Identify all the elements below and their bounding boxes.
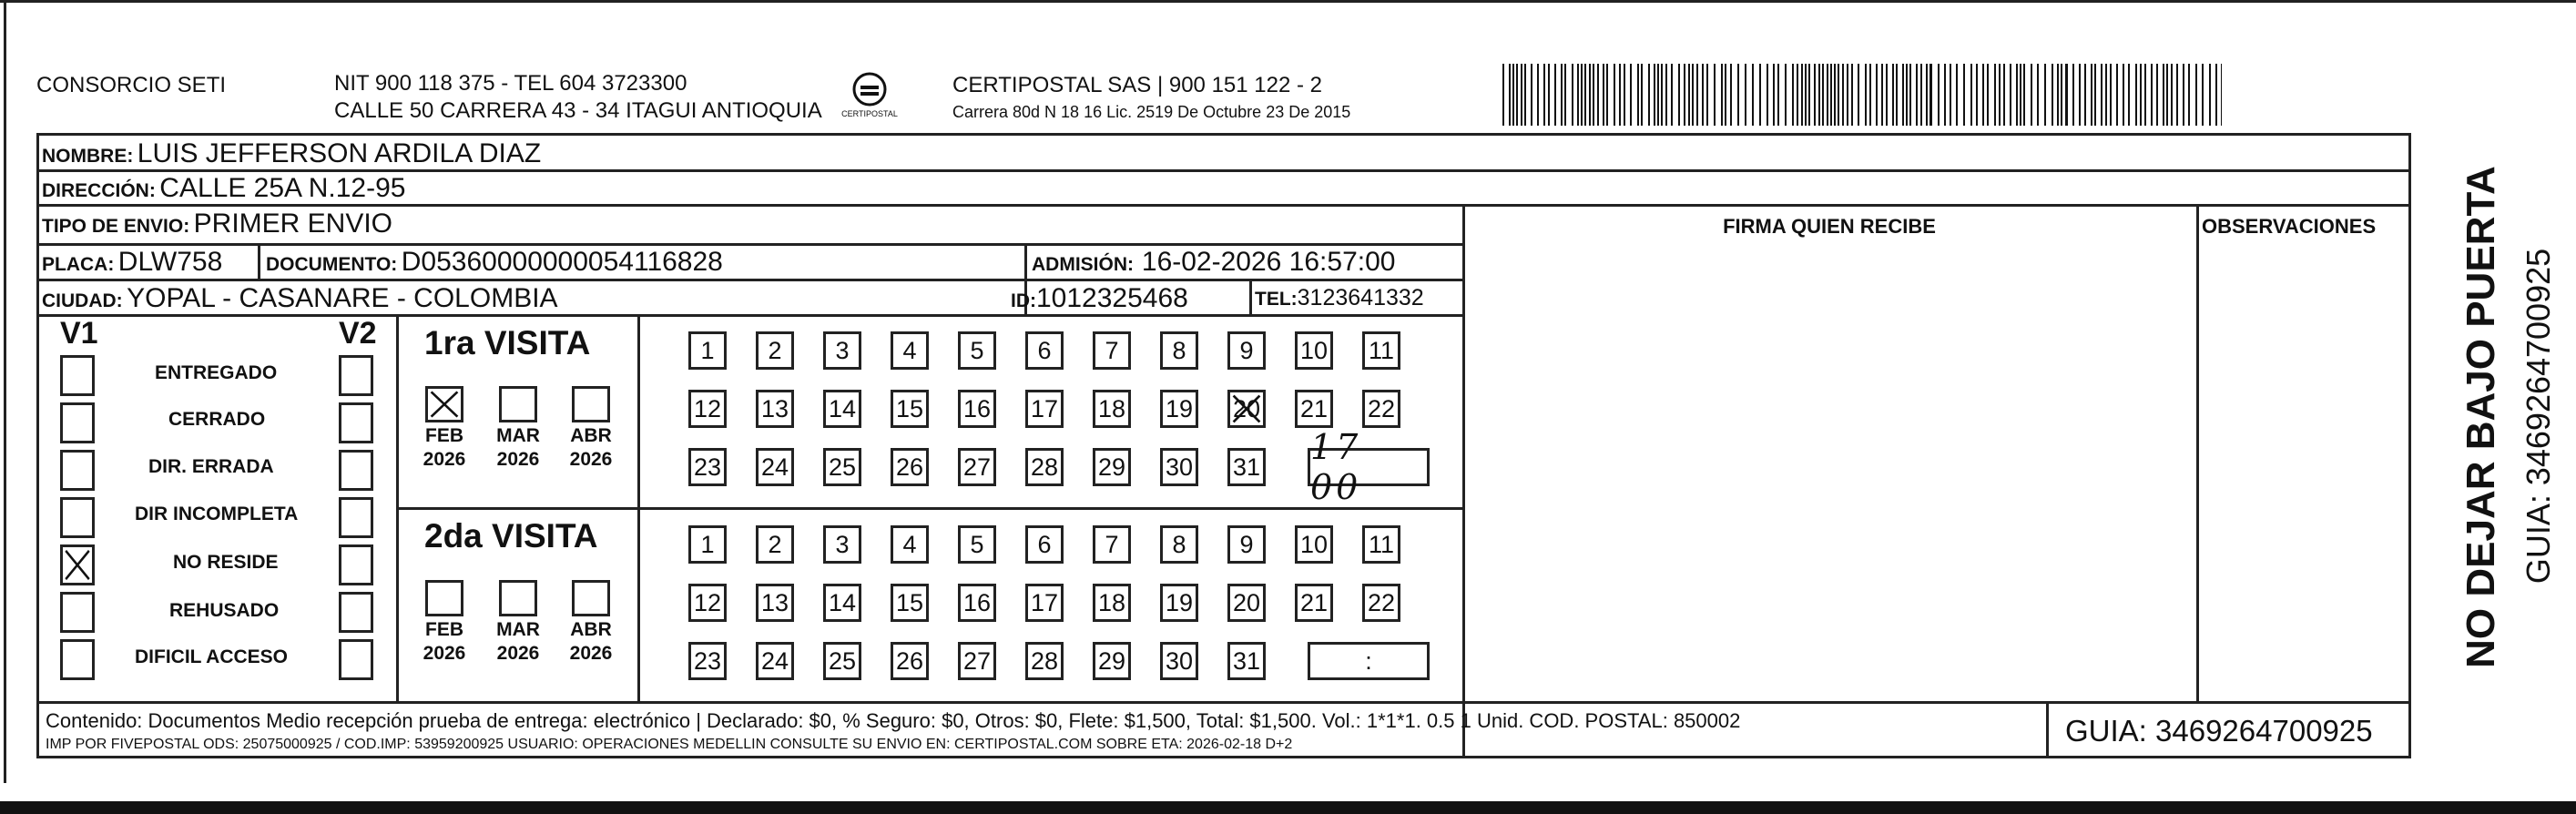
time-value: : — [1365, 646, 1372, 675]
day-number: 26 — [895, 646, 924, 675]
top-edge — [0, 0, 2576, 3]
day-box[interactable] — [958, 448, 996, 486]
day-box[interactable] — [1227, 584, 1266, 622]
day-number: 19 — [1165, 394, 1194, 422]
day-number: 22 — [1367, 588, 1396, 616]
day-box[interactable] — [891, 525, 929, 564]
cell-divider — [258, 243, 260, 280]
day-number: 5 — [970, 530, 984, 558]
day-box[interactable] — [891, 331, 929, 370]
day-box[interactable] — [1160, 525, 1198, 564]
ciudad-field: CIUDAD: YOPAL - CASANARE - COLOMBIA — [42, 283, 558, 313]
day-number: 9 — [1239, 530, 1254, 558]
day-box[interactable] — [756, 390, 794, 428]
day-box[interactable] — [958, 584, 996, 622]
day-number: 1 — [700, 336, 715, 364]
day-box[interactable] — [1025, 642, 1064, 680]
day-number: 27 — [962, 646, 992, 675]
documento-field: DOCUMENTO: D05360000000054116828 — [266, 247, 723, 277]
day-box[interactable] — [1160, 448, 1198, 486]
day-number: 25 — [828, 453, 857, 481]
month-label: ABR 2026 — [569, 425, 613, 470]
id-field: ID:1012325468 — [1011, 283, 1188, 313]
day-number: 4 — [902, 530, 917, 558]
v2-checkbox[interactable] — [339, 544, 373, 585]
v1-checkbox[interactable] — [60, 402, 95, 443]
month-checkbox[interactable] — [499, 386, 537, 422]
left-edge — [4, 0, 6, 783]
time-box[interactable] — [1308, 642, 1430, 680]
day-number: 18 — [1097, 394, 1126, 422]
day-box[interactable] — [1362, 331, 1400, 370]
month-label: MAR 2026 — [496, 619, 540, 664]
day-number: 28 — [1030, 646, 1059, 675]
company-name: CONSORCIO SETI — [36, 73, 227, 97]
day-number: 14 — [828, 394, 857, 422]
v2-checkbox[interactable] — [339, 497, 373, 538]
day-box[interactable] — [1295, 331, 1333, 370]
day-box[interactable] — [823, 584, 861, 622]
day-box[interactable] — [1227, 448, 1266, 486]
day-box[interactable] — [688, 642, 727, 680]
day-number: 4 — [902, 336, 917, 364]
barcode — [1502, 64, 2224, 126]
form-top-line — [36, 133, 2411, 136]
day-number: 11 — [1368, 336, 1395, 364]
v2-checkbox[interactable] — [339, 450, 373, 491]
day-number: 14 — [828, 588, 857, 616]
day-number: 5 — [970, 336, 984, 364]
firma-label: FIRMA QUIEN RECIBE — [1723, 215, 1936, 238]
day-number: 26 — [895, 453, 924, 481]
day-number: 10 — [1299, 336, 1329, 364]
month-checkbox[interactable] — [425, 580, 463, 616]
day-box[interactable] — [1295, 584, 1333, 622]
signature-divider — [1462, 204, 1465, 758]
v2-checkbox[interactable] — [339, 592, 373, 633]
option-label: REHUSADO — [169, 600, 280, 621]
day-box[interactable] — [1362, 390, 1400, 428]
day-box[interactable] — [1025, 390, 1064, 428]
day-box[interactable] — [1160, 390, 1198, 428]
day-number: 15 — [895, 588, 924, 616]
day-number: 2 — [768, 336, 782, 364]
day-box[interactable] — [958, 390, 996, 428]
month-checkbox[interactable] — [425, 386, 463, 422]
day-box[interactable] — [1362, 525, 1400, 564]
guia-footer: GUIA: 3469264700925 — [2065, 714, 2373, 748]
month-label: FEB 2026 — [423, 619, 466, 664]
day-box[interactable] — [1025, 584, 1064, 622]
no-dejar-text: NO DEJAR BAJO PUERTA — [2459, 166, 2503, 668]
v2-checkbox[interactable] — [339, 639, 373, 680]
option-label: NO RESIDE — [173, 552, 279, 573]
option-label: DIR INCOMPLETA — [135, 504, 299, 524]
day-cross-mark — [1230, 392, 1263, 425]
v2-checkbox[interactable] — [339, 402, 373, 443]
day-number: 29 — [1097, 646, 1126, 675]
option-label: CERRADO — [168, 409, 266, 430]
guia-vertical: GUIA: 3469264700925 — [2520, 248, 2557, 585]
address-line: CALLE 50 CARRERA 43 - 34 ITAGUI ANTIOQUIA — [334, 98, 822, 123]
day-number: 30 — [1165, 453, 1194, 481]
day-number: 15 — [895, 394, 924, 422]
day-number: 12 — [693, 588, 722, 616]
day-number: 30 — [1165, 646, 1194, 675]
day-box[interactable] — [1093, 331, 1131, 370]
row-line — [36, 243, 1464, 246]
row-line — [36, 169, 2411, 172]
day-box[interactable] — [958, 642, 996, 680]
day-box[interactable] — [958, 331, 996, 370]
day-number: 2 — [768, 530, 782, 558]
direccion-field: DIRECCIÓN: CALLE 25A N.12-95 — [42, 173, 406, 203]
tel-field: TEL:3123641332 — [1255, 285, 1424, 310]
v1-checkbox[interactable] — [60, 497, 95, 538]
day-number: 19 — [1165, 588, 1194, 616]
day-number: 7 — [1105, 530, 1119, 558]
day-box[interactable] — [891, 584, 929, 622]
day-box[interactable] — [1160, 642, 1198, 680]
day-box[interactable] — [756, 584, 794, 622]
placa-field: PLACA: DLW758 — [42, 247, 223, 277]
bottom-edge — [0, 801, 2576, 814]
v1-checkbox[interactable] — [60, 355, 95, 396]
month-label: ABR 2026 — [569, 619, 613, 664]
day-box[interactable] — [756, 448, 794, 486]
day-number: 1 — [700, 530, 715, 558]
day-box[interactable] — [756, 525, 794, 564]
observaciones-label: OBSERVACIONES — [2202, 215, 2377, 238]
day-number: 3 — [835, 336, 850, 364]
day-box[interactable] — [823, 390, 861, 428]
day-box[interactable] — [1093, 525, 1131, 564]
day-box[interactable] — [1227, 642, 1266, 680]
v1-checkbox[interactable] — [60, 450, 95, 491]
day-box[interactable] — [958, 525, 996, 564]
month-checkbox[interactable] — [572, 580, 610, 616]
side-banner — [2404, 137, 2576, 683]
day-number: 22 — [1367, 394, 1396, 422]
day-number: 16 — [962, 394, 992, 422]
day-box[interactable] — [1025, 448, 1064, 486]
form-left-line — [36, 133, 39, 758]
day-box[interactable] — [823, 525, 861, 564]
day-number: 29 — [1097, 453, 1126, 481]
day-box[interactable] — [1093, 642, 1131, 680]
time-value: 17 00 — [1310, 427, 1362, 507]
month-label: FEB 2026 — [423, 425, 466, 470]
day-number: 28 — [1030, 453, 1059, 481]
day-number: 23 — [693, 453, 722, 481]
form-bottom-line — [36, 756, 2411, 758]
day-number: 6 — [1037, 530, 1052, 558]
day-number: 23 — [693, 646, 722, 675]
day-box[interactable] — [1160, 331, 1198, 370]
carrier-line: CERTIPOSTAL SAS | 900 151 122 - 2 — [952, 73, 1322, 97]
contenido-text: Contenido: Documentos Medio recepción prueba de entrega: electrónico | Declarado: $0, % Seguro: $0, Otros: $0, Flete: $1,500, Total: $1,500. Vol.: 1*1*1. 0.5 1 Unid. COD. POSTAL: 850002 — [46, 709, 1741, 732]
month-checkbox[interactable] — [499, 580, 537, 616]
month-checkbox[interactable] — [572, 386, 610, 422]
day-number: 16 — [962, 588, 992, 616]
day-number: 17 — [1030, 588, 1059, 616]
admision-field: ADMISIÓN: 16-02-2026 16:57:00 — [1032, 247, 1396, 277]
cell-divider — [1249, 279, 1252, 315]
footer-divider — [2046, 701, 2049, 758]
v2-label: V2 — [339, 316, 377, 351]
certipostal-logo: CERTIPOSTAL — [833, 69, 906, 124]
option-label: DIFICIL ACCESO — [135, 646, 289, 667]
day-number: 8 — [1172, 336, 1186, 364]
day-number: 17 — [1030, 394, 1059, 422]
footer-line — [36, 701, 2411, 704]
day-box[interactable] — [1093, 448, 1131, 486]
day-box[interactable] — [891, 390, 929, 428]
day-number: 13 — [760, 394, 789, 422]
day-box[interactable] — [891, 642, 929, 680]
day-number: 21 — [1299, 394, 1329, 422]
option-label: ENTREGADO — [155, 362, 278, 383]
day-box[interactable] — [1362, 584, 1400, 622]
day-number: 20 — [1232, 588, 1261, 616]
observaciones-divider — [2196, 204, 2199, 703]
day-number: 12 — [693, 394, 722, 422]
day-number: 18 — [1097, 588, 1126, 616]
day-box[interactable] — [823, 448, 861, 486]
license-line: Carrera 80d N 18 16 Lic. 2519 De Octubre 23 De 2015 — [952, 103, 1351, 121]
day-box[interactable] — [1227, 390, 1266, 428]
day-number: 31 — [1232, 646, 1261, 675]
day-box[interactable] — [1295, 390, 1333, 428]
day-number: 11 — [1368, 530, 1395, 558]
day-box[interactable] — [1025, 525, 1064, 564]
time-box[interactable] — [1308, 427, 1430, 507]
day-box[interactable] — [1093, 584, 1131, 622]
row-line — [36, 204, 2411, 207]
day-box[interactable] — [688, 390, 727, 428]
day-number: 21 — [1299, 588, 1329, 616]
day-number: 31 — [1232, 453, 1261, 481]
day-number: 9 — [1239, 336, 1254, 364]
imp-text: IMP POR FIVEPOSTAL ODS: 25075000925 / COD.IMP: 53959200925 USUARIO: OPERACIONES MEDELLIN CONSULTE SU ENVIO EN: CERTIPOSTAL.COM SOBRE ETA: 2026-02-18 D+2 — [46, 737, 1293, 752]
v1-checkbox[interactable] — [60, 639, 95, 680]
day-box[interactable] — [891, 448, 929, 486]
day-box[interactable] — [688, 584, 727, 622]
day-number: 3 — [835, 530, 850, 558]
day-number: 24 — [760, 453, 789, 481]
day-box[interactable] — [1227, 331, 1266, 370]
day-number: 27 — [962, 453, 992, 481]
day-number: 20 — [1232, 394, 1261, 422]
day-box[interactable] — [756, 331, 794, 370]
day-box[interactable] — [688, 525, 727, 564]
day-number: 24 — [760, 646, 789, 675]
v1-checkbox[interactable] — [60, 544, 95, 585]
nombre-field: NOMBRE: LUIS JEFFERSON ARDILA DIAZ — [42, 138, 542, 168]
day-box[interactable] — [823, 331, 861, 370]
day-box[interactable] — [756, 642, 794, 680]
day-box[interactable] — [1093, 390, 1131, 428]
day-box[interactable] — [688, 448, 727, 486]
day-number: 8 — [1172, 530, 1186, 558]
visit1-title: 1ra VISITA — [424, 324, 591, 361]
day-box[interactable] — [1227, 525, 1266, 564]
tipo-envio-field: TIPO DE ENVIO: PRIMER ENVIO — [42, 209, 393, 239]
visit-divider — [396, 507, 1464, 510]
day-box[interactable] — [823, 642, 861, 680]
day-number: 13 — [760, 588, 789, 616]
v1-checkbox[interactable] — [60, 592, 95, 633]
day-number: 7 — [1105, 336, 1119, 364]
day-box[interactable] — [688, 331, 727, 370]
day-number: 10 — [1299, 530, 1329, 558]
option-label: DIR. ERRADA — [148, 456, 274, 477]
day-box[interactable] — [1295, 525, 1333, 564]
day-number: 25 — [828, 646, 857, 675]
day-number: 6 — [1037, 336, 1052, 364]
visit2-title: 2da VISITA — [424, 517, 598, 555]
month-label: MAR 2026 — [496, 425, 540, 470]
v1-label: V1 — [60, 316, 98, 351]
day-box[interactable] — [1160, 584, 1198, 622]
nit-line: NIT 900 118 375 - TEL 604 3723300 — [334, 71, 687, 96]
day-box[interactable] — [1025, 331, 1064, 370]
v2-checkbox[interactable] — [339, 355, 373, 396]
